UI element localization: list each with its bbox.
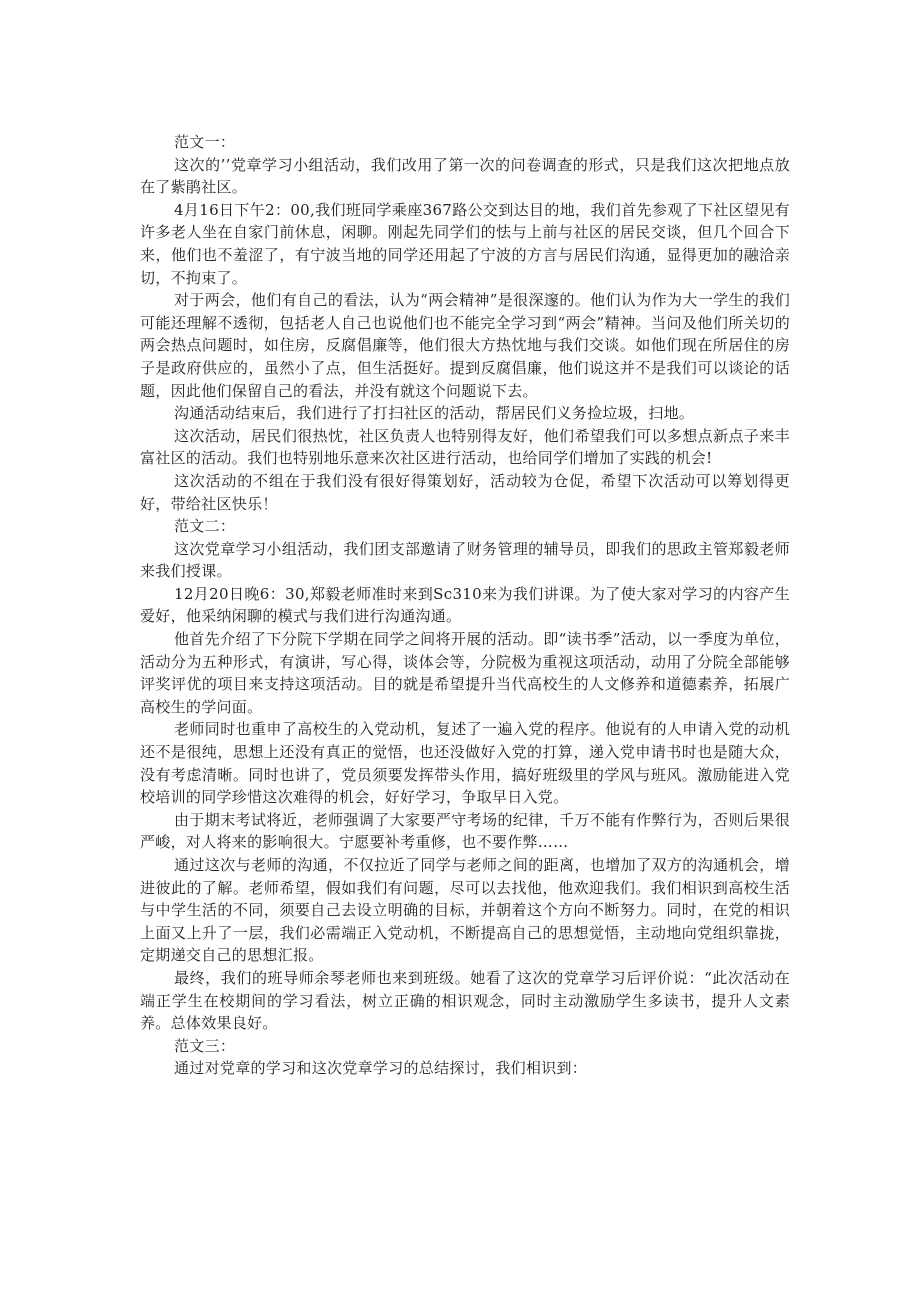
section-heading-2: 范文二： — [174, 517, 236, 536]
section-heading-3: 范文三： — [174, 1036, 236, 1055]
section-heading-1: 范文一： — [174, 133, 236, 151]
paragraph: 4月16日下午2：00,我们班同学乘座367路公交到达目的地，我们首先参观了下社区望见有许多老人坐在自家门前休息，闲聊。刚起先同学们的怯与上前与社区的居民交谈，但几个回合下来，他们也不羞涩了，有宁波当地的同学还用起了宁波的方言与居民们沟通，显得更加的融洽亲切，不拘束了。 — [140, 200, 790, 287]
paragraph: 这次的’’党章学习小组活动，我们改用了第一次的问卷调查的形式，只是我们这次把地点放在了紫鹃社区。 — [140, 155, 790, 197]
paragraph: 沟通活动结束后，我们进行了打扫社区的活动，帮居民们义务捡垃圾，扫地。 — [174, 404, 695, 423]
paragraph: 老师同时也重申了高校生的入党动机，复述了一遍入党的程序。他说有的人申请入党的动机还不是很纯，思想上还没有真正的觉悟，也还没做好入党的打算，递入党申请书时也是随大众，没有考虑清晰。同时也讲了，党员须要发挥带头作用，搞好班级里的学风与班风。激励能进入党校培训的同学珍惜这次难得的机会，好好学习，争取早日入党。 — [140, 720, 790, 807]
paragraph: 他首先介绍了下分院下学期在同学之间将开展的活动。即“读书季”活动，以一季度为单位，活动分为五种形式，有演讲，写心得，谈体会等，分院极为重视这项活动，动用了分院全部能够评奖评优的项目来支持这项活动。目的就是希望提升当代高校生的人文修养和道德素养，拓展广高校生的学问面。 — [140, 630, 790, 716]
paragraph: 通过对党章的学习和这次党章学习的总结探讨，我们相识到： — [174, 1059, 588, 1078]
paragraph: 由于期末考试将近，老师强调了大家要严守考场的纪律，千万不能有作弊行为，否则后果很严峻，对人将来的影响很大。宁愿要补考重修，也不要作弊…… — [140, 810, 790, 852]
paragraph: 这次党章学习小组活动，我们团支部邀请了财务管理的辅导员，即我们的思政主管郑毅老师来我们授课。 — [140, 539, 790, 581]
paragraph: 12月20日晚6：30,郑毅老师准时来到Sc310来为我们讲课。为了使大家对学习的内容产生爱好，他采纳闲聊的模式与我们进行沟通沟通。 — [140, 584, 790, 626]
paragraph: 最终，我们的班导师余琴老师也来到班级。她看了这次的党章学习后评价说：“此次活动在端正学生在校期间的学习看法，树立正确的相识观念，同时主动激励学生多读书，提升人文素养。总体效果良好。 — [140, 968, 790, 1033]
paragraph: 通过这次与老师的沟通，不仅拉近了同学与老师之间的距离，也增加了双方的沟通机会，增进彼此的了解。老师希望，假如我们有问题，尽可以去找他，他欢迎我们。我们相识到高校生活与中学生活的不同，须要自己去设立明确的目标，并朝着这个方向不断努力。同时，在党的相识上面又上升了一层，我们必需端正入党动机，不断提高自己的思想觉悟，主动地向党组织靠拢，定期递交自己的思想汇报。 — [140, 856, 790, 965]
document-page — [140, 131, 790, 1080]
paragraph: 对于两会，他们有自己的看法，认为“两会精神”是很深邃的。他们认为作为大一学生的我们可能还理解不透彻，包括老人自己也说他们也不能完全学习到“两会”精神。当问及他们所关切的两会热点问题时，如住房，反腐倡廉等，他们很大方热忱地与我们交谈。如他们现在所居住的房子是政府供应的，虽然小了点，但生活挺好。提到反腐倡廉，他们说这并不是我们可以谈论的话题，因此他们保留自己的看法，并没有就这个问题说下去。 — [140, 291, 790, 400]
paragraph: 这次活动的不组在于我们没有很好得策划好，活动较为仓促，希望下次活动可以筹划得更好，带给社区快乐！ — [140, 471, 790, 513]
paragraph: 这次活动，居民们很热忱，社区负责人也特别得友好，他们希望我们可以多想点新点子来丰富社区的活动。我们也特别地乐意来次社区进行活动，也给同学们增加了实践的机会! — [140, 426, 790, 468]
